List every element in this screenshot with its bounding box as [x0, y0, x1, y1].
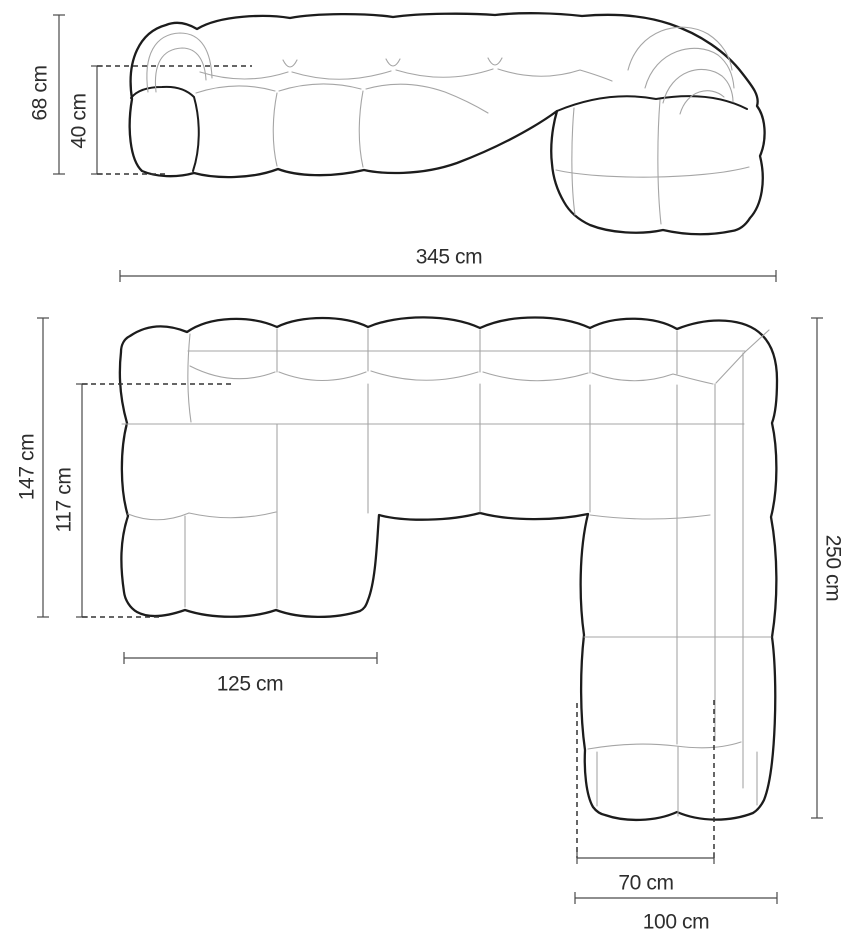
dimension-label-top-right-width: 100 cm — [642, 910, 710, 934]
dimension-label-front-height-arm: 40 cm — [67, 93, 91, 149]
dimension-label-top-ottoman-width: 70 cm — [618, 871, 674, 895]
dimension-line-front-height-arm — [91, 66, 103, 174]
dimension-label-top-right-length: 250 cm — [821, 534, 845, 602]
dimension-line-top-chaise-width — [124, 652, 377, 664]
dimension-label-top-chaise-width: 125 cm — [216, 672, 284, 696]
dimension-label-front-width-total: 345 cm — [415, 245, 483, 269]
dimension-line-front-height-total — [53, 15, 65, 174]
top-view-drawing — [120, 317, 777, 820]
dimension-line-front-width-total — [120, 270, 776, 282]
dimension-line-top-depth-total — [37, 318, 49, 617]
dimension-label-front-height-total: 68 cm — [28, 65, 52, 121]
dimension-line-top-ottoman-width — [577, 852, 714, 864]
dimension-label-top-depth-inner: 117 cm — [52, 467, 76, 533]
front-view-drawing — [130, 13, 765, 234]
dimension-lines — [37, 15, 823, 904]
dimension-line-top-right-width — [575, 892, 777, 904]
dimension-label-top-depth-total: 147 cm — [15, 433, 39, 501]
dimension-line-top-depth-inner — [76, 384, 88, 617]
